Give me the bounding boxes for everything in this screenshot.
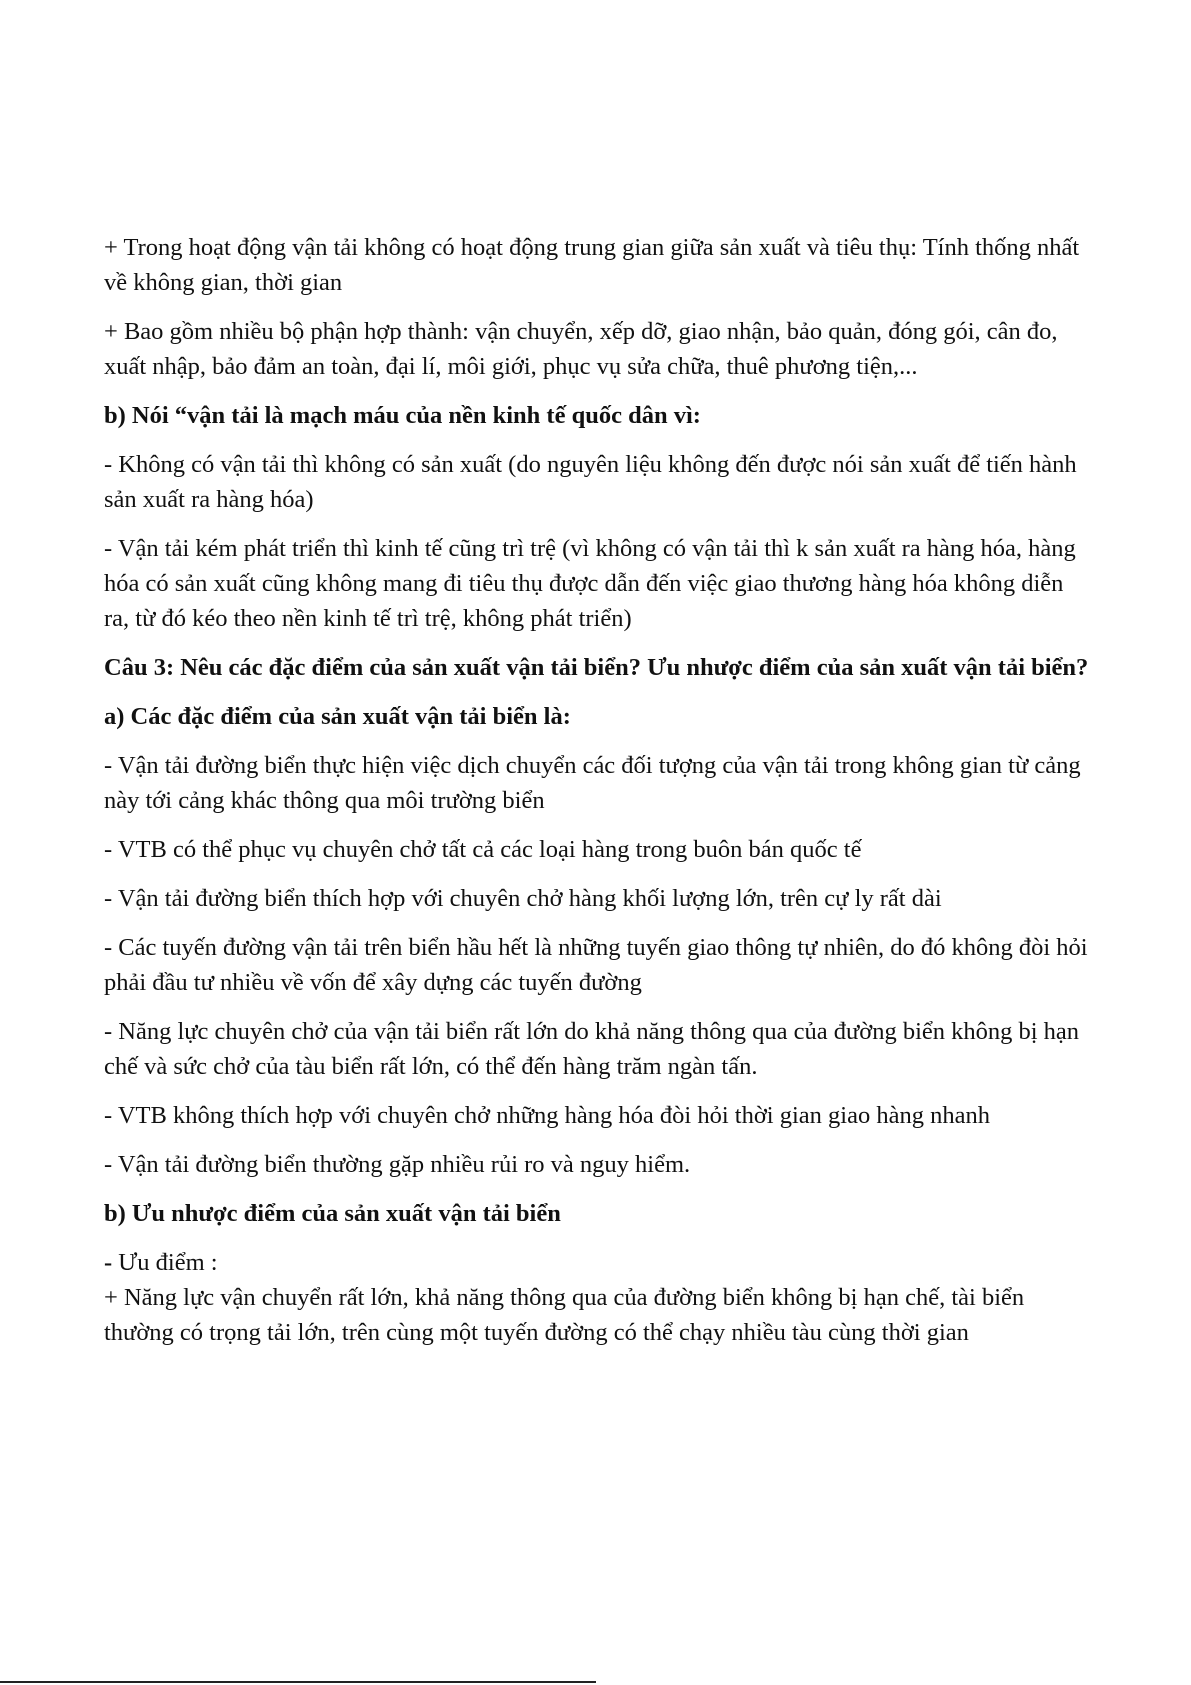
heading-a-characteristics: a) Các đặc điểm của sản xuất vận tải biển là: xyxy=(104,703,571,730)
advantages-dash: - xyxy=(104,1249,113,1276)
heading-b-pros-cons: b) Ưu nhược điểm của sản xuất vận tải biển xyxy=(104,1200,561,1227)
paragraph-advantage-capacity: + Năng lực vận chuyển rất lớn, khả năng thông qua của đường biển không bị hạn chế, tài biển thường có trọng tải lớn, trên cùng một tuyến đường có thể chạy nhiều tàu cùng thời gian xyxy=(104,1284,1025,1346)
paragraph-advantages-label xyxy=(104,1245,1094,1280)
document-page xyxy=(104,230,1094,1364)
paragraph-no-transport-no-production: - Không có vận tải thì không có sản xuất (do nguyên liệu không đến được nói sản xuất để tiến hành sản xuất ra hàng hóa) xyxy=(104,451,1077,513)
paragraph-transport-components: + Bao gồm nhiều bộ phận hợp thành: vận chuyển, xếp dỡ, giao nhận, bảo quản, đóng gói, cân đo, xuất nhập, bảo đảm an toàn, đại lí, môi giới, phục vụ sửa chữa, thuê phương tiện,... xyxy=(104,318,1058,380)
advantages-label: Ưu điểm : xyxy=(112,1249,218,1276)
footer-divider xyxy=(0,1681,596,1683)
paragraph-all-goods: - VTB có thể phục vụ chuyên chở tất cả các loại hàng trong buôn bán quốc tế xyxy=(104,836,862,863)
paragraph-risks: - Vận tải đường biển thường gặp nhiều rủi ro và nguy hiểm. xyxy=(104,1151,691,1178)
paragraph-large-capacity: - Năng lực chuyên chở của vận tải biển rất lớn do khả năng thông qua của đường biển không bị hạn chế và sức chở của tàu biển rất lớn, có thể đến hàng trăm ngàn tấn. xyxy=(104,1018,1080,1080)
paragraph-not-fast-delivery: - VTB không thích hợp với chuyên chở những hàng hóa đòi hỏi thời gian giao hàng nhanh xyxy=(104,1102,990,1129)
heading-question-3: Câu 3: Nêu các đặc điểm của sản xuất vận tải biển? Ưu nhược điểm của sản xuất vận tải biển? xyxy=(104,654,1089,681)
paragraph-weak-transport-stagnation: - Vận tải kém phát triển thì kinh tế cũng trì trệ (vì không có vận tải thì k sản xuất ra hàng hóa, hàng hóa có sản xuất cũng không mang đi tiêu thụ được dẫn đến việc giao thương hàng hóa không diễn ra, từ đó kéo theo nền kinh tế trì trệ, không phát triển) xyxy=(104,535,1076,632)
paragraph-transport-no-intermediary: + Trong hoạt động vận tải không có hoạt động trung gian giữa sản xuất và tiêu thụ: Tính thống nhất về không gian, thời gian xyxy=(104,234,1080,296)
paragraph-sea-transport-movement: - Vận tải đường biển thực hiện việc dịch chuyển các đối tượng của vận tải trong không gian từ cảng này tới cảng khác thông qua môi trường biển xyxy=(104,752,1081,814)
heading-b-lifeblood: b) Nói “vận tải là mạch máu của nền kinh tế quốc dân vì: xyxy=(104,402,701,429)
paragraph-natural-routes: - Các tuyến đường vận tải trên biển hầu hết là những tuyến giao thông tự nhiên, do đó không đòi hỏi phải đầu tư nhiều về vốn để xây dựng các tuyến đường xyxy=(104,934,1088,996)
paragraph-large-volume: - Vận tải đường biển thích hợp với chuyên chở hàng khối lượng lớn, trên cự ly rất dài xyxy=(104,885,942,912)
